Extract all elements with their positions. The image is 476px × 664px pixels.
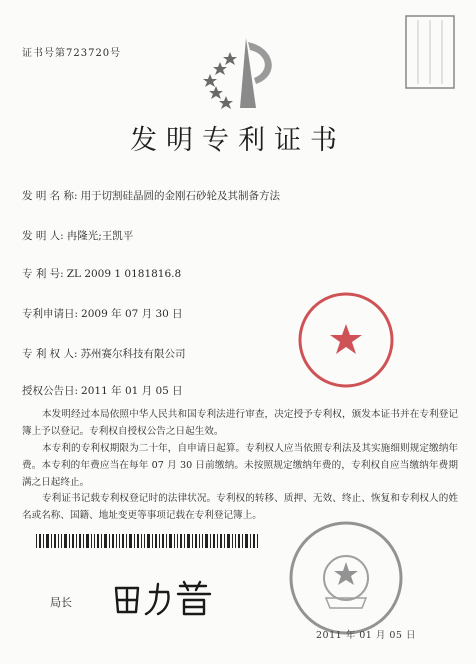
filing-date-label: 专利申请日:	[22, 308, 79, 320]
patent-number-label: 专 利 号:	[22, 268, 64, 280]
barcode	[36, 534, 258, 548]
invention-name-row	[22, 188, 280, 203]
patent-number-value: ZL 2009 1 0181816.8	[66, 268, 182, 280]
filing-date-value: 2009 年 07 月 30 日	[81, 308, 183, 320]
patent-number-row	[22, 266, 181, 281]
certificate-title: 发明专利证书	[130, 125, 346, 156]
body-paragraph-3: 专利证书记载专利权登记时的法律状况。专利权的转移、质押、无效、终止、恢复和专利权人的姓名或名称、国籍、地址变更等事项记载在专利登记簿上。	[22, 493, 458, 521]
director-label: 局长	[50, 596, 72, 609]
body-paragraph-2: 本专利的专利权期限为二十年，自申请日起算。专利权人应当依照专利法及其实施细则规定缴纳年费。本专利的年费应当在每年 07 月 30 日前缴纳。未按照规定缴纳年费的，专利权自应当缴纳年费期满之日起终止。	[22, 443, 458, 488]
filing-date-row	[22, 306, 183, 321]
inventor-row	[22, 228, 133, 243]
ip-office-seal	[286, 518, 406, 638]
company-seal	[296, 290, 396, 390]
patentee-row	[22, 346, 186, 361]
body-paragraph-1: 本发明经过本局依照中华人民共和国专利法进行审查，决定授予专利权，颁发本证书并在专利登记簿上予以登记。专利权自授权公告之日起生效。	[22, 409, 458, 437]
invention-name-value: 用于切割硅晶圆的金刚石砂轮及其制备方法	[80, 190, 281, 202]
certificate-number: 证书号第723720号	[22, 48, 122, 59]
grant-date-label: 授权公告日:	[22, 385, 79, 397]
inventor-value: 冉隆光;王凯平	[66, 230, 134, 242]
invention-name-label: 发 明 名 称:	[22, 190, 78, 202]
director-signature	[110, 578, 220, 618]
grant-date-value: 2011 年 01 月 05 日	[81, 385, 183, 397]
grant-date-row	[22, 383, 183, 398]
patentee-label: 专 利 权 人:	[22, 348, 78, 360]
agency-stamp	[378, 12, 462, 94]
seal-date: 2011 年 01 月 05 日	[316, 630, 416, 641]
patentee-value: 苏州赛尔科技有限公司	[80, 348, 186, 360]
inventor-label: 发 明 人:	[22, 230, 64, 242]
patent-office-logo	[196, 34, 288, 112]
